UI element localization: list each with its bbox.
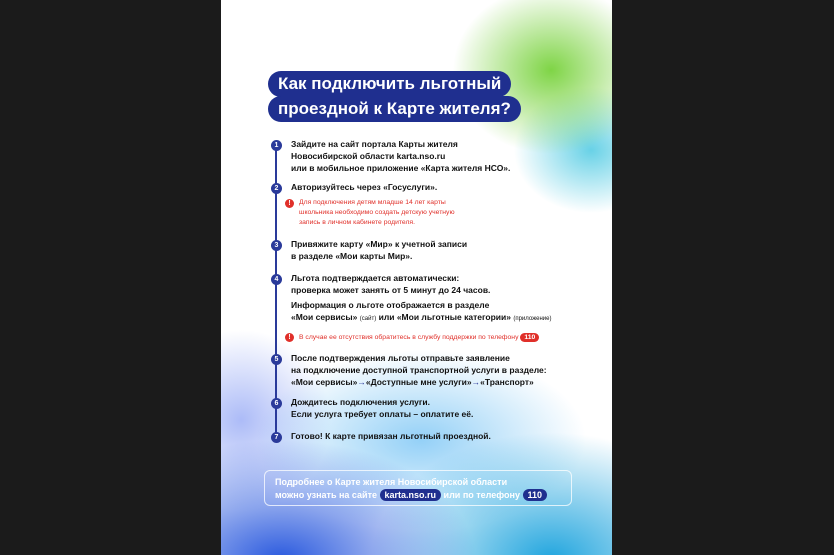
footer-box (264, 470, 572, 506)
step-4-number: 4 (271, 274, 282, 285)
footer-line-1: Подробнее о Карте жителя Новосибирской области (275, 477, 508, 487)
step-6-number: 6 (271, 398, 282, 409)
path-available-services: «Доступные мне услуги» (365, 377, 472, 387)
site-note: (сайт) (359, 316, 377, 322)
step-4-line-2: проверка может занять от 5 минут до 24 часов. (291, 285, 491, 295)
step-3-number: 3 (271, 240, 282, 251)
step-7-number: 7 (271, 432, 282, 443)
step-1-line-1: Зайдите на сайт портала Карты жителя (291, 139, 458, 149)
step-7-line-1: Готово! К карте привязан льготный проездной. (291, 431, 491, 441)
step-6-line-1: Дождитесь подключения услуги. (291, 397, 431, 407)
warning-icon: ! (285, 199, 294, 208)
app-note: (приложение) (513, 316, 552, 322)
footer-line-2 (275, 489, 571, 502)
step-2-number: 2 (271, 183, 282, 194)
site-link[interactable]: karta.nso.ru (380, 489, 442, 501)
step-5-text (291, 352, 547, 388)
path-transport: «Транспорт» (480, 377, 534, 387)
step-3-text (291, 238, 467, 262)
step-1-number: 1 (271, 140, 282, 151)
step-1-line-2: Новосибирской области karta.nso.ru (291, 151, 446, 161)
children-warning (299, 198, 455, 228)
title-line-2: проездной к Карте жителя? (268, 96, 521, 122)
footer-text-a: можно узнать на сайте (275, 490, 377, 500)
step-4-info-line-1: Информация о льготе отображается в разделе (291, 300, 490, 310)
or-word: или (378, 312, 395, 322)
step-5-line-1: После подтверждения льготы отправьте заявление (291, 353, 510, 363)
warning-icon: ! (285, 333, 294, 342)
step-4-line-1: Льгота подтверждается автоматически: (291, 273, 460, 283)
footer-text-b: или по телефону (443, 490, 520, 500)
step-4-info (291, 299, 551, 325)
step-6-line-2: Если услуга требует оплаты – оплатите её. (291, 409, 474, 419)
support-warning (299, 333, 539, 343)
warning-line-3: запись в личном кабинете родителя. (299, 219, 416, 226)
title-line-1: Как подключить льготный (268, 71, 511, 97)
arrow-right-icon: → (471, 377, 481, 387)
step-5-path (291, 376, 547, 388)
step-5-line-2: на подключение доступной транспортной услуги в разделе: (291, 365, 547, 375)
step-4-info-line-2 (291, 311, 551, 325)
info-poster (221, 0, 612, 555)
phone-badge[interactable]: 110 (523, 489, 548, 501)
step-6-text (291, 396, 473, 420)
step-1-text (291, 138, 510, 174)
step-5-number: 5 (271, 354, 282, 365)
step-3-line-2: в разделе «Мои карты Мир». (291, 251, 413, 261)
my-benefit-categories-label: «Мои льготные категории» (396, 312, 511, 322)
arrow-right-icon: → (357, 377, 366, 387)
step-2-line-1: Авторизуйтесь через «Госуслуги». (291, 182, 438, 192)
step-1-line-3: или в мобильное приложение «Карта жителя НСО». (291, 163, 511, 173)
step-2-text (291, 181, 437, 193)
support-phone-badge: 110 (520, 333, 539, 342)
step-4-text (291, 272, 490, 296)
my-services-label: «Мои сервисы» (291, 312, 358, 322)
warning-line-2: школьника необходимо создать детскую учетную (299, 209, 455, 216)
step-3-line-1: Привяжите карту «Мир» к учетной записи (291, 239, 468, 249)
step-7-text (291, 430, 491, 442)
support-warning-text: В случае ее отсутствия обратитесь в службу поддержки по телефону (299, 334, 519, 341)
path-my-services: «Мои сервисы» (291, 377, 358, 387)
warning-line-1: Для подключения детям младше 14 лет карты (299, 199, 446, 206)
